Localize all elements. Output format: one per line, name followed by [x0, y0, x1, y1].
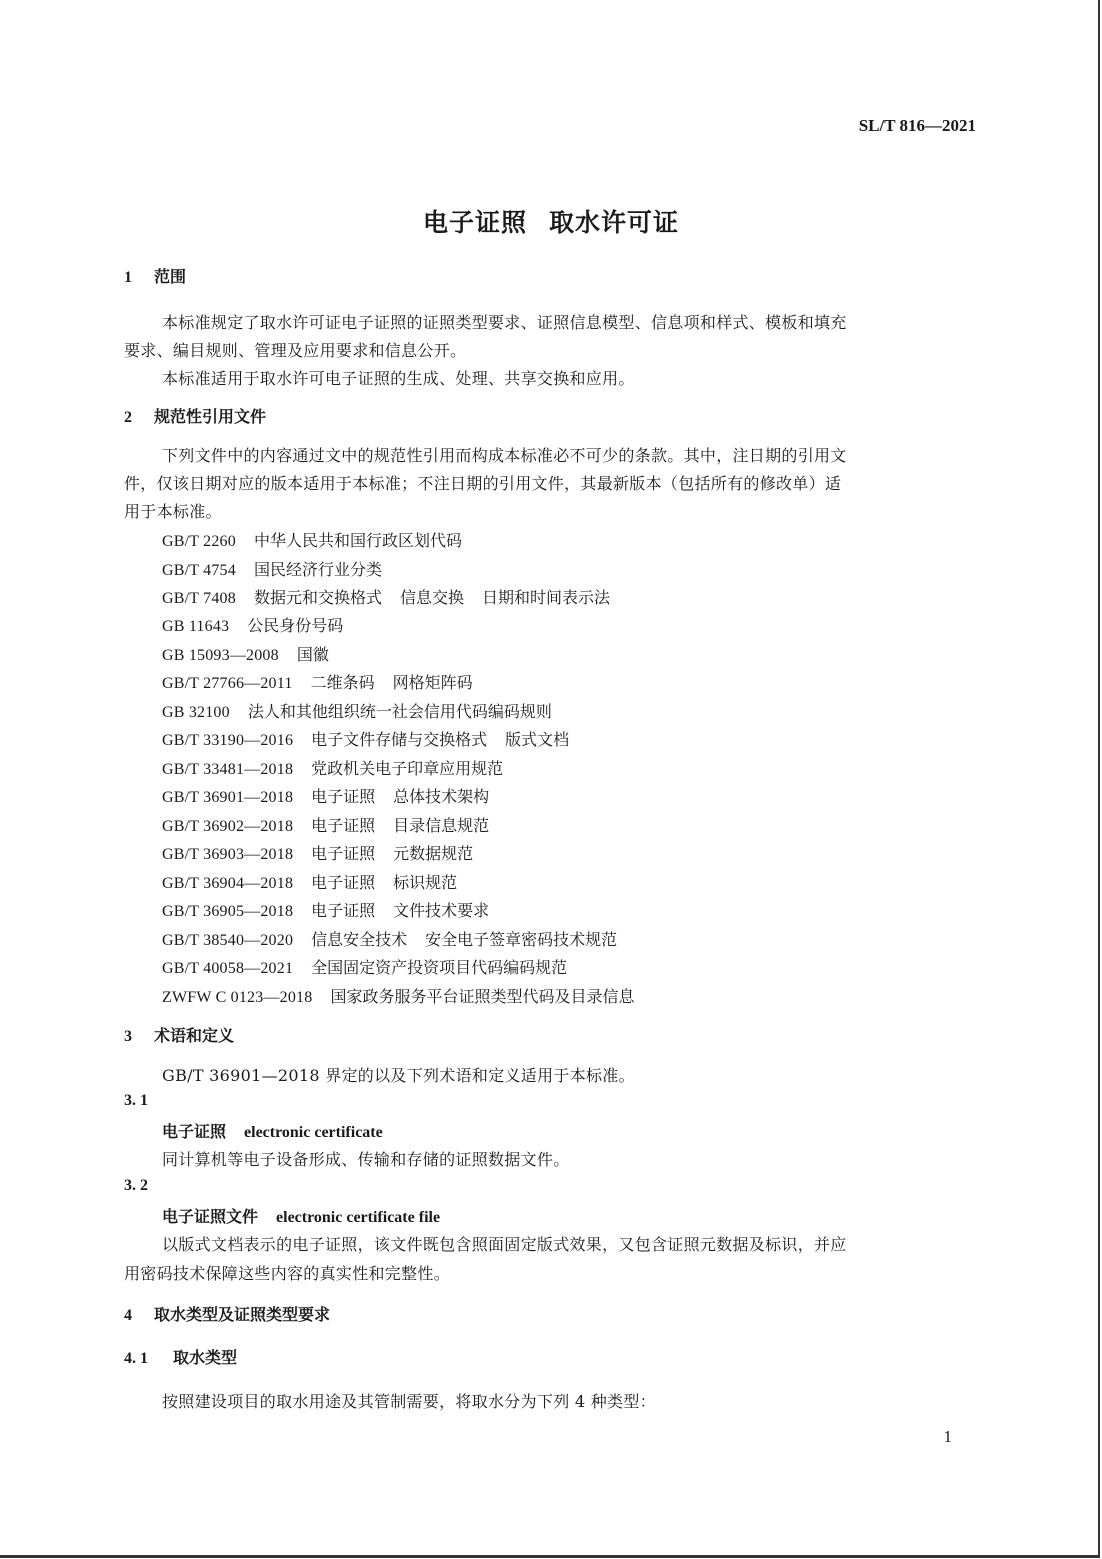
term-number: 3. 1	[124, 1092, 148, 1109]
section-2-intro-line-3: 用于本标准。	[124, 502, 222, 521]
reference-item: GB/T 36904—2018 电子证照 标识规范	[162, 873, 458, 892]
section-2-intro-line-2: 件，仅该日期对应的版本适用于本标准；不注日期的引用文件，其最新版本（包括所有的修改单）适	[124, 474, 842, 493]
section-4-1-heading: 4. 1 取水类型	[124, 1348, 238, 1367]
section-2-intro-line-1: 下列文件中的内容通过文中的规范性引用而构成本标准必不可少的条款。其中，注日期的引用文	[162, 446, 847, 465]
reference-item: GB 15093—2008 国徽	[162, 645, 329, 664]
reference-item: GB/T 36902—2018 电子证照 目录信息规范	[162, 816, 490, 835]
reference-item: GB/T 33481—2018 党政机关电子印章应用规范	[162, 759, 504, 778]
term-name: 电子证照文件 electronic certificate file	[162, 1207, 441, 1226]
reference-item: GB/T 7408 数据元和交换格式 信息交换 日期和时间表示法	[162, 588, 611, 607]
reference-item: ZWFW C 0123—2018 国家政务服务平台证照类型代码及目录信息	[162, 987, 635, 1006]
standard-code: SL/T 816—2021	[858, 116, 976, 135]
reference-item: GB/T 36901—2018 电子证照 总体技术架构	[162, 787, 490, 806]
section-4-1-para: 按照建设项目的取水用途及其管制需要，将取水分为下列 4 种类型：	[162, 1392, 656, 1411]
section-3-heading: 3 术语和定义	[124, 1026, 235, 1045]
reference-item: GB/T 38540—2020 信息安全技术 安全电子签章密码技术规范	[162, 930, 618, 949]
term-name: 电子证照 electronic certificate	[162, 1122, 383, 1141]
reference-item: GB/T 4754 国民经济行业分类	[162, 560, 382, 579]
document-title	[0, 203, 1102, 239]
page-number: 1	[943, 1427, 952, 1446]
section-1-para-2: 本标准适用于取水许可电子证照的生成、处理、共享交换和应用。	[162, 369, 635, 388]
section-1-para-1-line-1: 本标准规定了取水许可证电子证照的证照类型要求、证照信息模型、信息项和样式、模板和填充	[162, 313, 847, 332]
reference-item: GB/T 33190—2016 电子文件存储与交换格式 版式文档	[162, 730, 570, 749]
term-definition: 以版式文档表示的电子证照，该文件既包含照面固定版式效果，又包含证照元数据及标识，并应	[162, 1235, 847, 1254]
section-1-heading: 1 范围	[124, 267, 187, 286]
title-part-2: 取水许可证	[549, 208, 680, 237]
reference-item: GB/T 40058—2021 全国固定资产投资项目代码编码规范	[162, 958, 568, 977]
term-definition-cont: 用密码技术保障这些内容的真实性和完整性。	[124, 1264, 451, 1283]
reference-item: GB/T 36903—2018 电子证照 元数据规范	[162, 844, 474, 863]
term-number: 3. 2	[124, 1177, 148, 1194]
reference-item: GB/T 2260 中华人民共和国行政区划代码	[162, 531, 462, 550]
section-4-heading: 4 取水类型及证照类型要求	[124, 1305, 331, 1324]
section-2-heading: 2 规范性引用文件	[124, 407, 267, 426]
section-3-intro: GB/T 36901—2018 界定的以及下列术语和定义适用于本标准。	[162, 1066, 635, 1085]
term-definition: 同计算机等电子设备形成、传输和存储的证照数据文件。	[162, 1150, 570, 1169]
reference-item: GB/T 36905—2018 电子证照 文件技术要求	[162, 901, 490, 920]
reference-item: GB 32100 法人和其他组织统一社会信用代码编码规则	[162, 702, 552, 721]
reference-item: GB/T 27766—2011 二维条码 网格矩阵码	[162, 673, 473, 692]
reference-item: GB 11643 公民身份号码	[162, 616, 344, 635]
section-1-para-1-line-2: 要求、编目规则、管理及应用要求和信息公开。	[124, 341, 467, 360]
title-part-1: 电子证照	[422, 208, 527, 237]
